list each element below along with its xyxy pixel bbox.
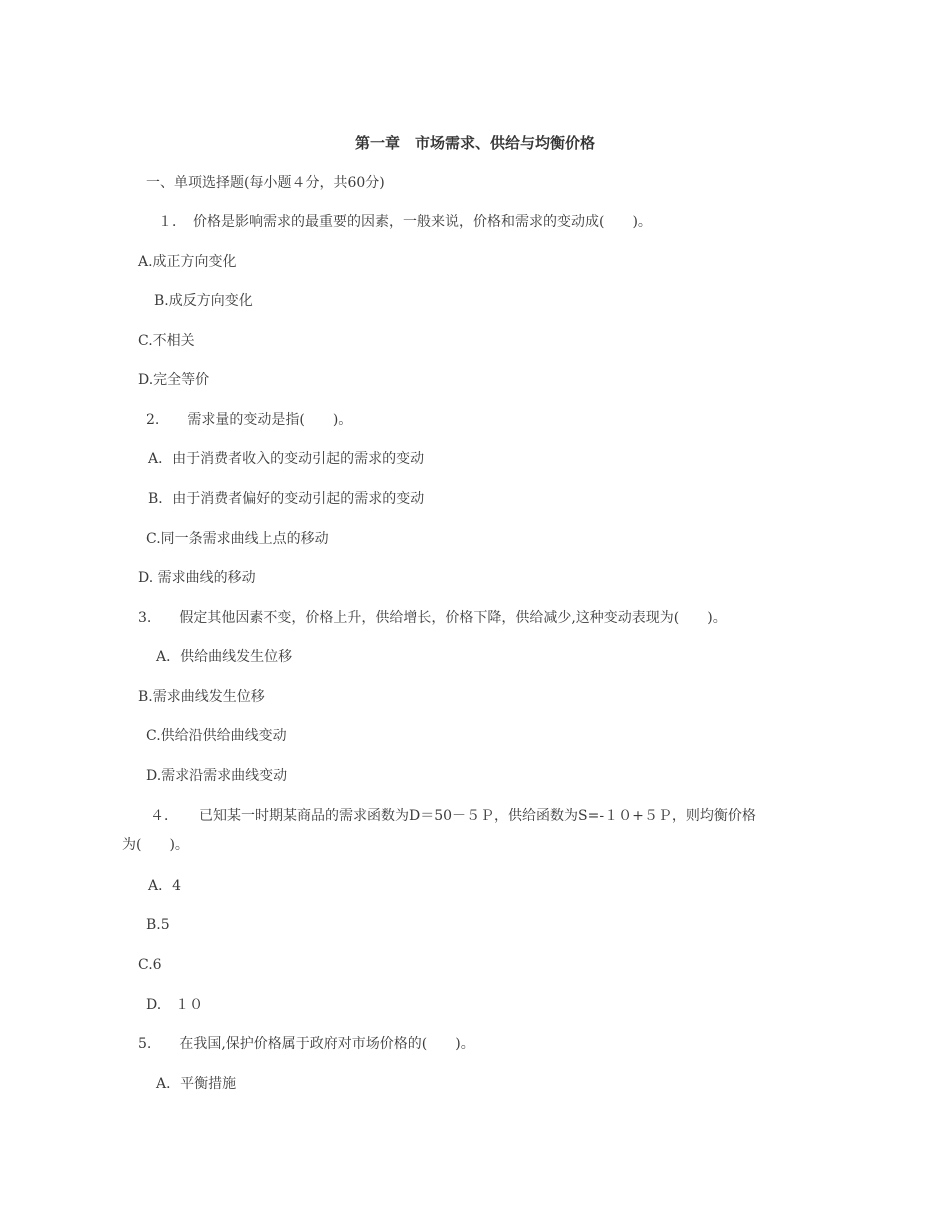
question-1-option-a: A.成正方向变化	[138, 254, 237, 270]
question-1-stem: １． 价格是影响需求的最重要的因素，一般来说，价格和需求的变动成( )。	[158, 214, 652, 230]
question-3-option-c: C.供给沿供给曲线变动	[146, 728, 287, 744]
question-5-option-a: A．平衡措施	[156, 1076, 237, 1092]
question-4-option-b: B.5	[146, 917, 170, 933]
question-3-stem: 3. 假定其他因素不变，价格上升，供给增长，价格下降，供给减少,这种变动表现为( )。	[138, 610, 727, 626]
question-2-option-d: D. 需求曲线的移动	[138, 570, 256, 586]
question-4-option-a: A．4	[148, 878, 182, 894]
question-1-option-c: C.不相关	[138, 333, 195, 349]
question-2-stem: 2. 需求量的变动是指( )。	[146, 412, 353, 428]
question-2-option-b: B．由于消费者偏好的变动引起的需求的变动	[148, 491, 425, 507]
question-4-stem-line-2: 为( )。	[122, 837, 189, 853]
section-heading: 一、单项选择题(每小题４分，共60分)	[146, 175, 385, 191]
question-5-stem: 5. 在我国,保护价格属于政府对市场价格的( )。	[138, 1036, 475, 1052]
question-3-option-d: D.需求沿需求曲线变动	[146, 768, 288, 784]
question-4-option-d: D. １０	[146, 997, 204, 1013]
question-2-option-c: C.同一条需求曲线上点的移动	[146, 531, 329, 547]
chapter-title: 第一章 市场需求、供给与均衡价格	[354, 134, 595, 152]
question-3-option-b: B.需求曲线发生位移	[138, 689, 265, 705]
question-1-option-d: D.完全等价	[138, 372, 210, 388]
question-1-option-b: B.成反方向变化	[154, 293, 253, 309]
question-2-option-a: A．由于消费者收入的变动引起的需求的变动	[148, 451, 425, 467]
question-4-option-c: C.6	[138, 957, 162, 973]
question-3-option-a: A．供给曲线发生位移	[156, 649, 293, 665]
question-4-stem-line-1: ４． 已知某一时期某商品的需求函数为D＝50－５Ｐ，供给函数为S=-１０+５Ｐ，则均衡价格	[150, 808, 756, 824]
